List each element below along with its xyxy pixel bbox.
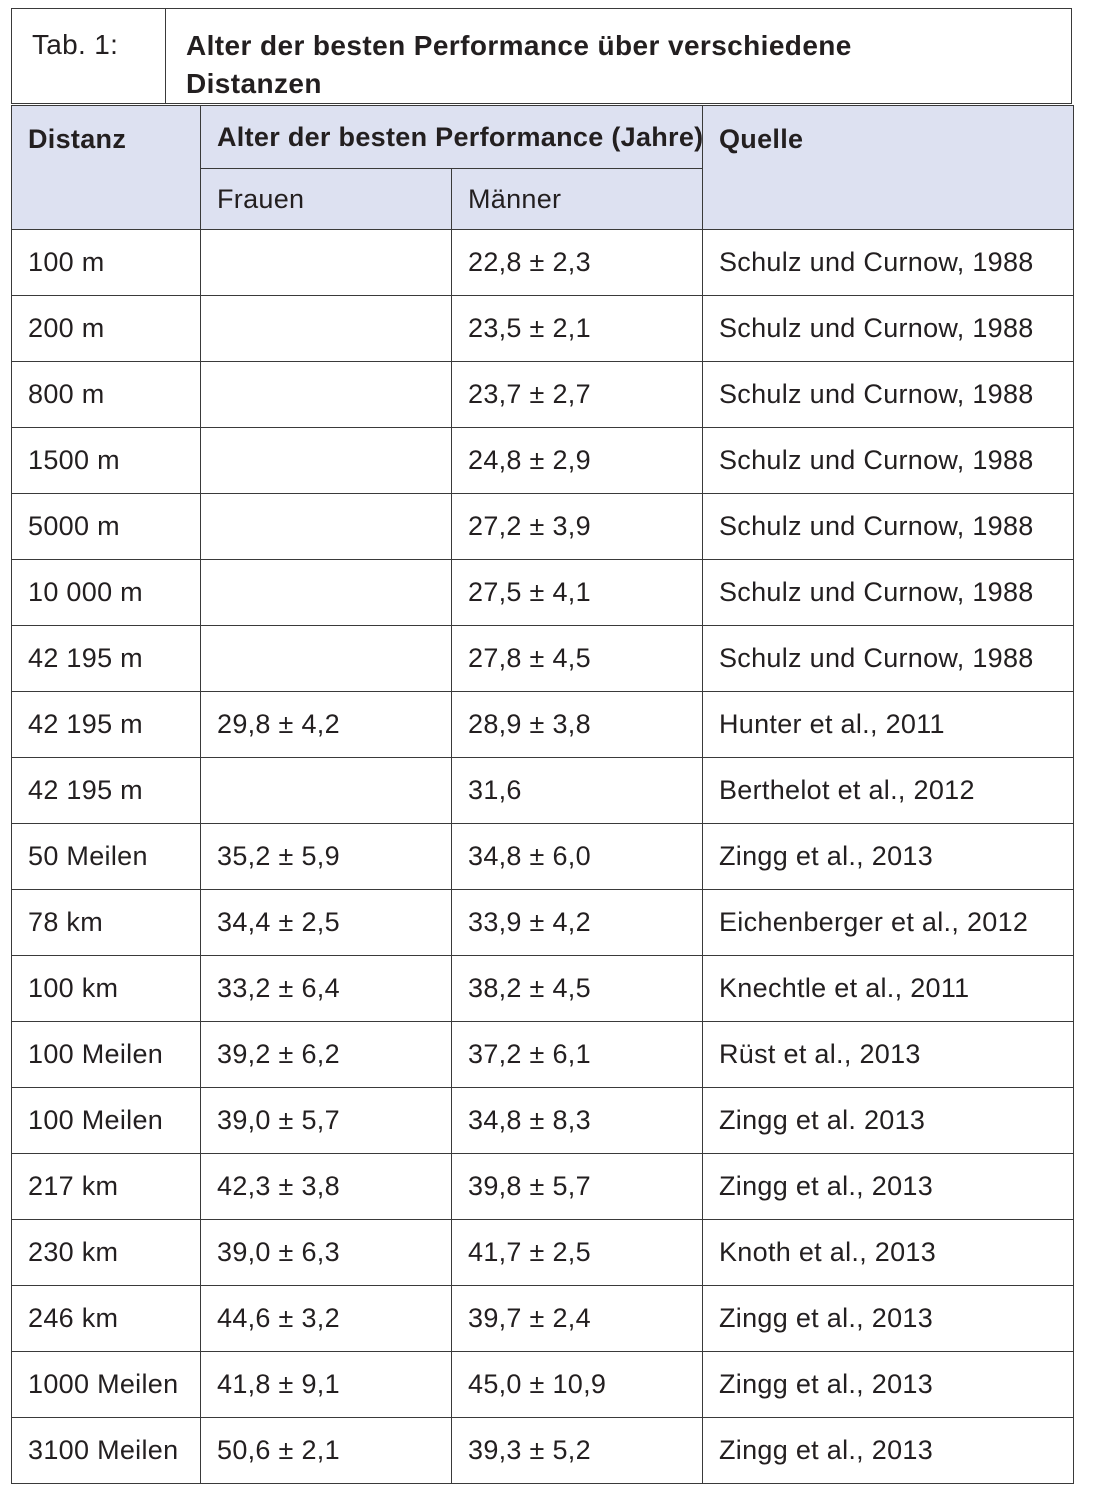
cell-source: Schulz und Curnow, 1988 — [703, 560, 1074, 626]
table-title-line-1: Alter der besten Performance über verschiedene — [186, 30, 852, 61]
cell-men: 27,8 ± 4,5 — [452, 626, 703, 692]
cell-source: Hunter et al., 2011 — [703, 692, 1074, 758]
table-row — [12, 1088, 1074, 1154]
table-row — [12, 1286, 1074, 1352]
cell-men: 28,9 ± 3,8 — [452, 692, 703, 758]
cell-source: Rüst et al., 2013 — [703, 1022, 1074, 1088]
cell-source: Berthelot et al., 2012 — [703, 758, 1074, 824]
cell-distance: 100 km — [12, 956, 201, 1022]
cell-distance: 100 Meilen — [12, 1022, 201, 1088]
cell-source: Knechtle et al., 2011 — [703, 956, 1074, 1022]
table-title — [166, 9, 1071, 103]
cell-women: 41,8 ± 9,1 — [201, 1352, 452, 1418]
cell-men: 39,3 ± 5,2 — [452, 1418, 703, 1484]
cell-men: 22,8 ± 2,3 — [452, 230, 703, 296]
header-distance: Distanz — [12, 106, 201, 230]
cell-men: 23,5 ± 2,1 — [452, 296, 703, 362]
cell-source: Schulz und Curnow, 1988 — [703, 428, 1074, 494]
cell-women: 39,0 ± 5,7 — [201, 1088, 452, 1154]
cell-distance: 1500 m — [12, 428, 201, 494]
table-number: Tab. 1: — [12, 9, 166, 103]
cell-men: 34,8 ± 8,3 — [452, 1088, 703, 1154]
table-header — [12, 106, 1074, 230]
cell-distance: 42 195 m — [12, 758, 201, 824]
cell-men: 39,7 ± 2,4 — [452, 1286, 703, 1352]
cell-source: Schulz und Curnow, 1988 — [703, 230, 1074, 296]
cell-women: 39,2 ± 6,2 — [201, 1022, 452, 1088]
cell-women: 50,6 ± 2,1 — [201, 1418, 452, 1484]
header-women: Frauen — [201, 169, 452, 230]
table-row — [12, 890, 1074, 956]
cell-women — [201, 296, 452, 362]
cell-source: Zingg et al., 2013 — [703, 1154, 1074, 1220]
table-caption — [11, 8, 1072, 104]
cell-men: 24,8 ± 2,9 — [452, 428, 703, 494]
table-row — [12, 1418, 1074, 1484]
cell-source: Eichenberger et al., 2012 — [703, 890, 1074, 956]
cell-source: Schulz und Curnow, 1988 — [703, 494, 1074, 560]
cell-men: 41,7 ± 2,5 — [452, 1220, 703, 1286]
cell-distance: 50 Meilen — [12, 824, 201, 890]
cell-source: Schulz und Curnow, 1988 — [703, 296, 1074, 362]
cell-source: Zingg et al., 2013 — [703, 1352, 1074, 1418]
cell-men: 45,0 ± 10,9 — [452, 1352, 703, 1418]
table-row — [12, 494, 1074, 560]
table-title-line-2: Distanzen — [186, 68, 322, 99]
cell-men: 37,2 ± 6,1 — [452, 1022, 703, 1088]
cell-distance: 217 km — [12, 1154, 201, 1220]
table-row — [12, 362, 1074, 428]
table-row — [12, 1352, 1074, 1418]
header-age-group: Alter der besten Performance (Jahre) — [201, 106, 703, 169]
table-row — [12, 296, 1074, 362]
cell-women — [201, 230, 452, 296]
cell-distance: 42 195 m — [12, 626, 201, 692]
cell-distance: 230 km — [12, 1220, 201, 1286]
cell-distance: 800 m — [12, 362, 201, 428]
cell-source: Zingg et al., 2013 — [703, 1418, 1074, 1484]
table-row — [12, 626, 1074, 692]
cell-distance: 246 km — [12, 1286, 201, 1352]
cell-distance: 3100 Meilen — [12, 1418, 201, 1484]
cell-women — [201, 494, 452, 560]
cell-women — [201, 428, 452, 494]
table-row — [12, 560, 1074, 626]
cell-women: 39,0 ± 6,3 — [201, 1220, 452, 1286]
table-row — [12, 1154, 1074, 1220]
cell-men: 38,2 ± 4,5 — [452, 956, 703, 1022]
table-row — [12, 758, 1074, 824]
cell-distance: 78 km — [12, 890, 201, 956]
header-men: Männer — [452, 169, 703, 230]
table-row — [12, 428, 1074, 494]
cell-men: 34,8 ± 6,0 — [452, 824, 703, 890]
cell-source: Zingg et al. 2013 — [703, 1088, 1074, 1154]
cell-men: 23,7 ± 2,7 — [452, 362, 703, 428]
cell-women: 42,3 ± 3,8 — [201, 1154, 452, 1220]
age-performance-table — [11, 105, 1074, 1484]
cell-men: 31,6 — [452, 758, 703, 824]
table-row — [12, 230, 1074, 296]
cell-men: 33,9 ± 4,2 — [452, 890, 703, 956]
cell-women: 35,2 ± 5,9 — [201, 824, 452, 890]
cell-source: Zingg et al., 2013 — [703, 1286, 1074, 1352]
cell-women: 44,6 ± 3,2 — [201, 1286, 452, 1352]
cell-women: 29,8 ± 4,2 — [201, 692, 452, 758]
cell-distance: 100 m — [12, 230, 201, 296]
cell-women — [201, 758, 452, 824]
cell-women: 33,2 ± 6,4 — [201, 956, 452, 1022]
header-source: Quelle — [703, 106, 1074, 230]
table-row — [12, 956, 1074, 1022]
cell-distance: 100 Meilen — [12, 1088, 201, 1154]
cell-men: 27,5 ± 4,1 — [452, 560, 703, 626]
cell-men: 39,8 ± 5,7 — [452, 1154, 703, 1220]
cell-men: 27,2 ± 3,9 — [452, 494, 703, 560]
cell-women — [201, 362, 452, 428]
cell-source: Zingg et al., 2013 — [703, 824, 1074, 890]
table-row — [12, 824, 1074, 890]
cell-distance: 10 000 m — [12, 560, 201, 626]
cell-distance: 200 m — [12, 296, 201, 362]
cell-distance: 5000 m — [12, 494, 201, 560]
cell-source: Schulz und Curnow, 1988 — [703, 626, 1074, 692]
cell-women: 34,4 ± 2,5 — [201, 890, 452, 956]
cell-distance: 1000 Meilen — [12, 1352, 201, 1418]
cell-women — [201, 560, 452, 626]
table-row — [12, 1220, 1074, 1286]
cell-source: Schulz und Curnow, 1988 — [703, 362, 1074, 428]
table-row — [12, 692, 1074, 758]
table-body — [12, 230, 1074, 1484]
cell-source: Knoth et al., 2013 — [703, 1220, 1074, 1286]
cell-distance: 42 195 m — [12, 692, 201, 758]
table-row — [12, 1022, 1074, 1088]
cell-women — [201, 626, 452, 692]
